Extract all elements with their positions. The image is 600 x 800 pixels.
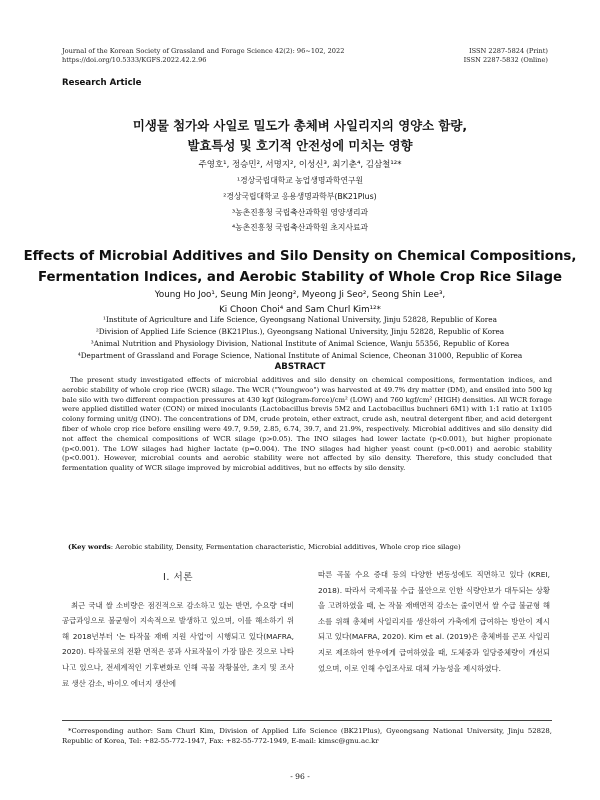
keywords — [68, 543, 552, 551]
intro-section-heading: Ⅰ. 서론 — [163, 572, 193, 583]
keywords-label: (Key words — [68, 543, 111, 551]
keywords-list: : Aerobic stability, Density, Fermentation characteristic, Microbial additives, Whole crop rice silage) — [110, 543, 461, 551]
english-affiliation-1: ¹Institute of Agriculture and Life Science, Gyeongsang National University, Jinju 52828, Republic of Korea — [103, 315, 497, 324]
intro-paragraph-left: 최근 국내 쌀 소비량은 점진적으로 감소하고 있는 반면, 수요량 대비 공급과잉으로 불균형이 지속적으로 발생하고 있으며, 이를 해소하기 위해 2018년부터 '논 타작물 재배 지원 사업'이 시행되고 있다(MAFRA, 2020). 타작물로의 전환 면적은 콩과 사료작물이 가장 많은 것으로 나타나고 있으나, 전세계적인 기후변화로 인해 곡물 작황불안, 초지 및 조사료 생산 감소, 바이오 에너지 생산에 — [62, 600, 294, 688]
intro-left-column — [62, 570, 294, 691]
korean-title — [0, 116, 600, 156]
english-affiliation-3: ³Animal Nutrition and Physiology Division, National Institute of Animal Science, Wanju 55356, Republic of Korea — [90, 339, 510, 348]
journal-citation: Journal of the Korean Society of Grassland and Forage Science 42(2): 96~102, 2022 — [62, 47, 345, 55]
english-title-line-1: Effects of Microbial Additives and Silo Density on Chemical Compositions, — [23, 249, 577, 264]
abstract-body: The present study investigated effects of microbial additives and silo density on chemical compositions, fermentation indices, and aerobic stability of whole crop rice (WCR) silage. The WCR ("Youngwoo") was harvested at 49.7% dry matter (DM), and ensiled into 500 kg bale silo with two different compaction pressures at 430 kgf (kilogram-force)/cm² (LOW) and 760 kgf/cm² (HIGH) densities. All WCR forage were applied distilled water (CON) or mixed inoculants (Lactobacillus brevis 5M2 and Lactobacillus buchneri 6M1) with 1:1 ratio at 1x105 colony forming unit/g (INO). The concentrations of DM, crude protein, ether extract, crude ash, neutral detergent fiber, and acid detergent fiber of whole crop rice before ensiling were 49.7, 9.59, 2.85, 6.74, 39.7, and 21.9%, respectively. Microbial additives and silo density did not affect the chemical compositions of WCR silage (p>0.05). The INO silages had lower lactate (p<0.001), but higher propionate (p<0.001). The LOW silages had higher lactate (p=0.004). The INO silages had higher yeast count (p<0.001) and aerobic stability (p<0.001). However, microbial counts and aerobic stability were not affected by silo density. Therefore, this study concluded that fermentation quality of WCR silage improved by microbial additives, but no effects by silo density. — [62, 376, 552, 473]
english-title-line-2: Fermentation Indices, and Aerobic Stability of Whole Crop Rice Silage — [38, 270, 562, 285]
corresponding-author-footnote: *Corresponding author: Sam Churl Kim, Division of Applied Life Science (BK21Plus), Gyeongsang National University, Jinju 52828, Republic of Korea, Tel: +82-55-772-1947, Fax: +82-55-772-1949, E-mail: kimsc@gnu.ac.kr — [62, 727, 552, 745]
intro-right-column — [318, 567, 550, 676]
footnote-divider — [62, 720, 552, 721]
english-authors-line-1: Young Ho Joo¹, Seung Min Jeong², Myeong Ji Seo², Seong Shin Lee³, — [154, 290, 446, 300]
english-affiliation-2: ²Division of Applied Life Science (BK21Plus.), Gyeongsang National University, Jinju 52828, Republic of Korea — [95, 327, 505, 336]
intro-paragraph-right: 따른 곡물 수요 증대 등의 다양한 변동성에도 직면하고 있다 (KREI, 2018). 따라서 국제곡물 수급 불안으로 인한 식량안보가 대두되는 상황을 고려하였을 때, 논 작물 재배면적 감소는 줄이면서 쌀 수급 불균형 해소를 위해 총체벼 사일리지를 생산하여 가축에게 급여하는 방안이 제시되고 있다(MAFRA, 2020). Kim et al. (2019)은 총체벼를 곤포 사일리지로 제조하여 한우에게 급여하였을 때, 도체중과 일당증체량이 개선되었으며, 이로 인해 수입조사료 대체 가능성을 제시하였다. — [318, 570, 550, 673]
korean-title-line-1: 미생물 첨가와 사일로 밀도가 총체벼 사일리지의 영양소 함량, — [132, 118, 468, 133]
english-authors-line-2: Ki Choon Choi⁴ and Sam Churl Kim¹²* — [219, 305, 381, 315]
abstract-heading: ABSTRACT — [274, 362, 326, 372]
korean-affiliation-4: ⁴농촌진흥청 국립축산과학원 초지사료과 — [231, 223, 369, 232]
korean-affiliation-2: ²경상국립대학교 응용생명과학부(BK21Plus) — [223, 192, 377, 201]
korean-authors: 주영호¹, 정승민², 서명지², 이성신³, 최기춘⁴, 김삼철¹²* — [198, 160, 402, 170]
page-number: - 96 - — [290, 772, 310, 781]
korean-title-line-2: 발효특성 및 호기적 안전성에 미치는 영향 — [187, 138, 413, 153]
english-title — [0, 246, 600, 288]
article-type-label: Research Article — [62, 78, 142, 88]
korean-affiliation-3: ³농촌진흥청 국립축산과학원 영양생리과 — [231, 208, 369, 217]
issn-online: ISSN 2287-5832 (Online) — [463, 56, 548, 64]
korean-affiliation-1: ¹경상국립대학교 농업생명과학연구원 — [236, 176, 364, 185]
doi-link[interactable]: https://doi.org/10.5333/KGFS.2022.42.2.96 — [62, 56, 207, 64]
running-header-left — [62, 47, 344, 65]
english-affiliation-4: ⁴Department of Grassland and Forage Science, National Institute of Animal Science, Cheonan 31000, Republic of Korea — [77, 351, 523, 360]
issn-print: ISSN 2287-5824 (Print) — [468, 47, 548, 55]
running-header-right — [464, 47, 548, 65]
